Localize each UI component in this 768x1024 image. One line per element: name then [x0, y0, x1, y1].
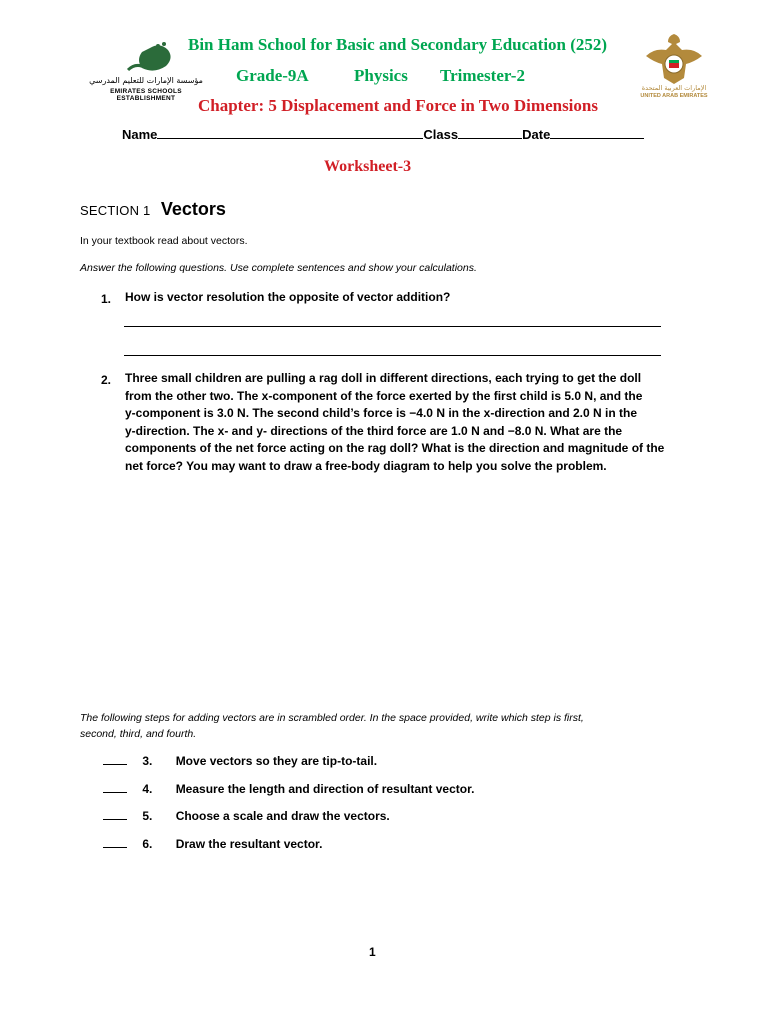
section-heading — [80, 199, 226, 220]
section-label: SECTION 1 — [80, 203, 151, 218]
date-label: Date — [522, 127, 551, 142]
logo-arabic-text: مؤسسة الإمارات للتعليم المدرسي — [89, 76, 203, 85]
step-text: Move vectors so they are tip-to-tail. — [175, 754, 378, 768]
section-title: Vectors — [160, 199, 226, 219]
steps-instructions — [80, 710, 584, 742]
steps-instructions-line: The following steps for adding vectors are in scrambled order. In the space provided, write which step is first, — [80, 712, 584, 724]
question-1-text: How is vector resolution the opposite of vector addition? — [125, 290, 451, 304]
question-2-text — [125, 370, 685, 475]
question-2-line: net force? You may want to draw a free-body diagram to help you solve the problem. — [125, 458, 607, 473]
question-2-line: Three small children are pulling a rag doll in different directions, each trying to get the doll — [125, 371, 642, 385]
answer-line-1[interactable] — [124, 326, 661, 327]
question-2-number: 2. — [101, 373, 112, 387]
step-text: Draw the resultant vector. — [175, 837, 323, 851]
step-row — [103, 835, 322, 851]
step-number: 4. — [142, 782, 153, 796]
chapter-title: Chapter: 5 Displacement and Force in Two Dimensions — [198, 96, 598, 115]
step-blank[interactable] — [103, 752, 127, 765]
school-name: Bin Ham School for Basic and Secondary Education (252) — [188, 35, 608, 54]
trimester-label: Trimester-2 — [440, 66, 525, 85]
question-2-line: y-component is 3.0 N. The second child’s force is −4.0 N in the x-direction and 2.0 N in the — [125, 406, 638, 420]
uae-emblem — [640, 30, 708, 102]
name-date-row — [122, 127, 644, 142]
page-number: 1 — [369, 945, 376, 959]
question-2-line: components of the net force acting on the rag doll? What is the direction and magnitude of the — [125, 441, 665, 455]
question-2-line: from the other two. The x-component of the force exerted by the first child is 5.0 N, and the — [125, 388, 643, 403]
step-number: 6. — [142, 837, 153, 851]
grade-label: Grade-9A — [236, 66, 309, 85]
name-label: Name — [122, 127, 158, 142]
step-row — [103, 752, 377, 768]
section-instructions: Answer the following questions. Use complete sentences and show your calculations. — [80, 262, 477, 274]
emblem-arabic-text: الإمارات العربية المتحدة — [641, 84, 707, 92]
logo-english-text: EMIRATES SCHOOLS ESTABLISHMENT — [110, 88, 182, 102]
step-row — [103, 780, 474, 796]
step-blank[interactable] — [103, 835, 127, 848]
worksheet-title: Worksheet-3 — [324, 158, 412, 175]
emblem-english-text: UNITED ARAB EMIRATES — [640, 93, 708, 99]
falcon-emblem-icon — [640, 30, 708, 86]
name-field[interactable] — [157, 128, 423, 139]
step-number: 3. — [142, 754, 153, 768]
step-text: Choose a scale and draw the vectors. — [175, 809, 390, 823]
question-2-line: y-direction. The x- and y- directions of the third force are 1.0 N and −8.0 N. What are the — [125, 423, 623, 438]
step-blank[interactable] — [103, 807, 127, 820]
date-field[interactable] — [550, 128, 644, 139]
class-field[interactable] — [458, 128, 522, 139]
section-intro: In your textbook read about vectors. — [80, 235, 248, 247]
step-text: Measure the length and direction of resultant vector. — [175, 782, 475, 796]
subject-label: Physics — [354, 66, 408, 85]
class-label: Class — [423, 127, 459, 142]
steps-instructions-line: second, third, and fourth. — [80, 728, 197, 740]
step-row — [103, 807, 390, 823]
step-number: 5. — [142, 809, 153, 823]
step-blank[interactable] — [103, 780, 127, 793]
question-1-number: 1. — [101, 292, 112, 306]
answer-line-2[interactable] — [124, 355, 661, 356]
